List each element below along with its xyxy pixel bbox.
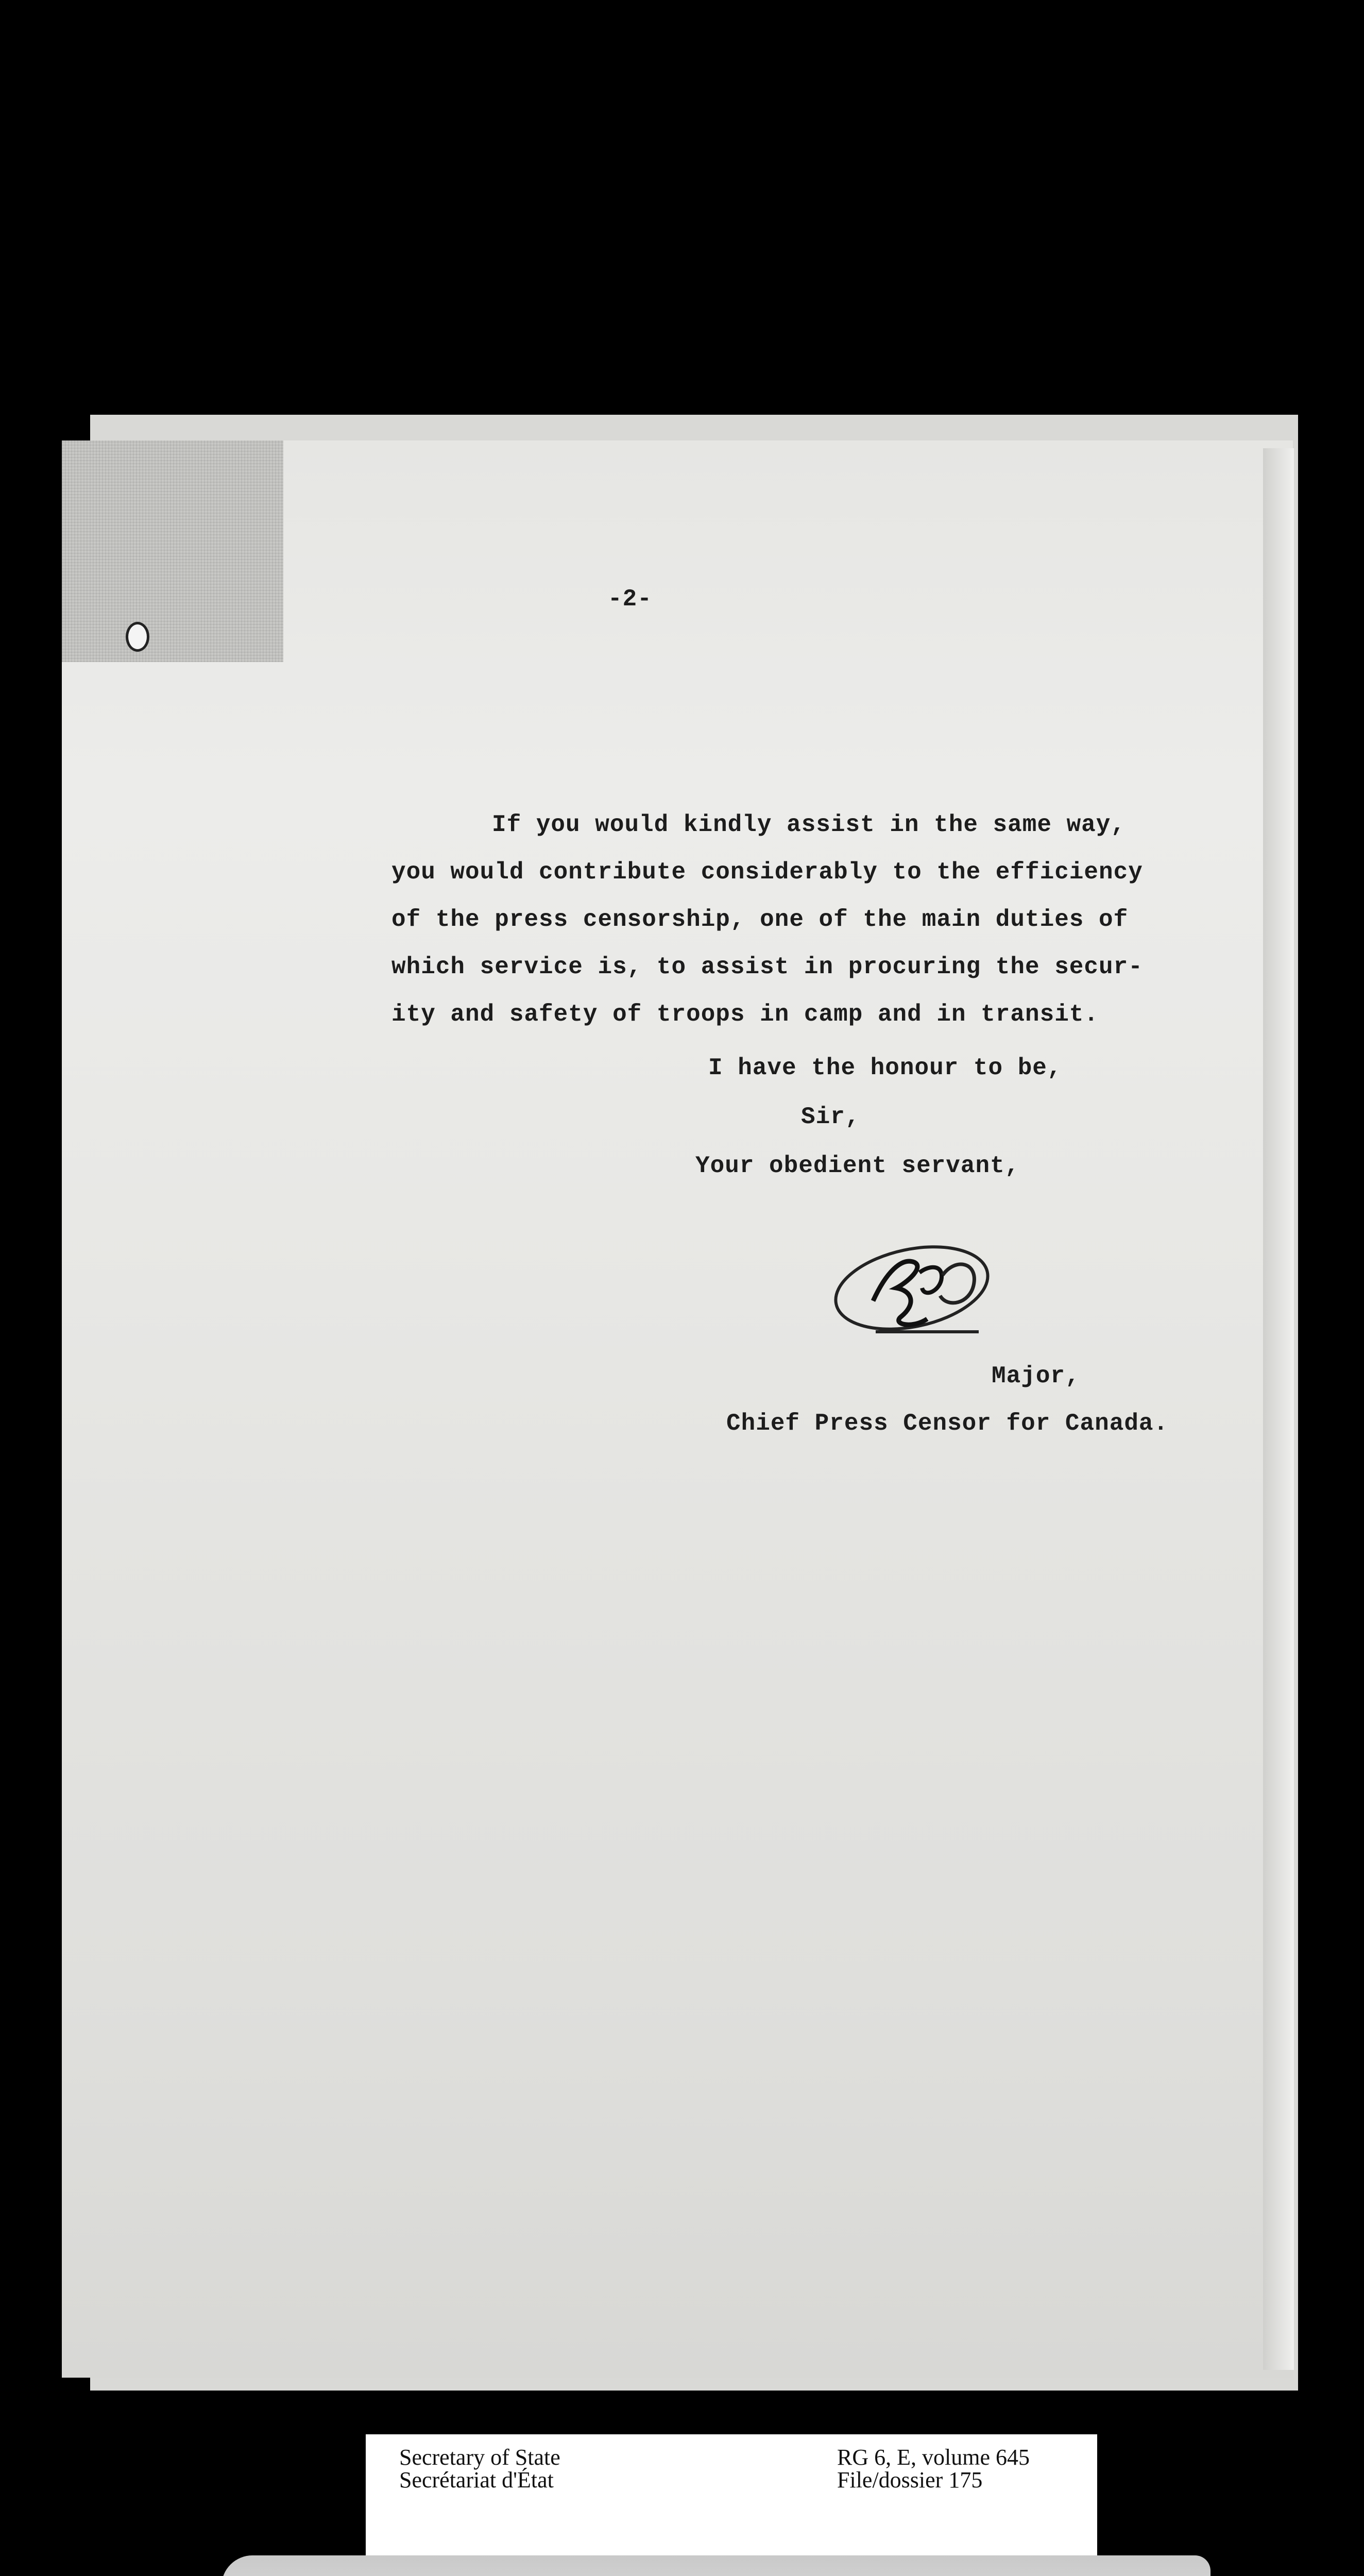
document-page (62, 440, 1293, 2378)
department-fr: Secrétariat d'État (399, 2467, 554, 2493)
signatory-title: Chief Press Censor for Canada. (726, 1410, 1169, 1437)
page-edge (1263, 448, 1294, 2370)
valediction: Your obedient servant, (695, 1153, 1020, 1179)
paragraph-line: you would contribute considerably to the efficiency (391, 859, 1143, 886)
paragraph-line: ity and safety of troops in camp and in transit. (391, 1001, 1099, 1028)
paragraph-line: of the press censorship, one of the main duties of (391, 906, 1129, 933)
archives-plaque (221, 2555, 1210, 2576)
closing-line: I have the honour to be, (708, 1055, 1062, 1081)
rank: Major, (992, 1363, 1080, 1389)
paragraph-line: If you would kindly assist in the same way, (492, 811, 1126, 838)
file-number: File/dossier 175 (837, 2467, 983, 2493)
punch-hole-icon (126, 622, 149, 652)
paragraph-line: which service is, to assist in procuring the secur- (391, 954, 1143, 980)
signature-icon (824, 1226, 999, 1360)
salutation: Sir, (801, 1104, 860, 1130)
record-group: RG 6, E, volume 645 (837, 2445, 1030, 2470)
page-number: -2- (608, 586, 652, 613)
paper-corner-patch (62, 440, 283, 662)
department-en: Secretary of State (399, 2445, 560, 2470)
